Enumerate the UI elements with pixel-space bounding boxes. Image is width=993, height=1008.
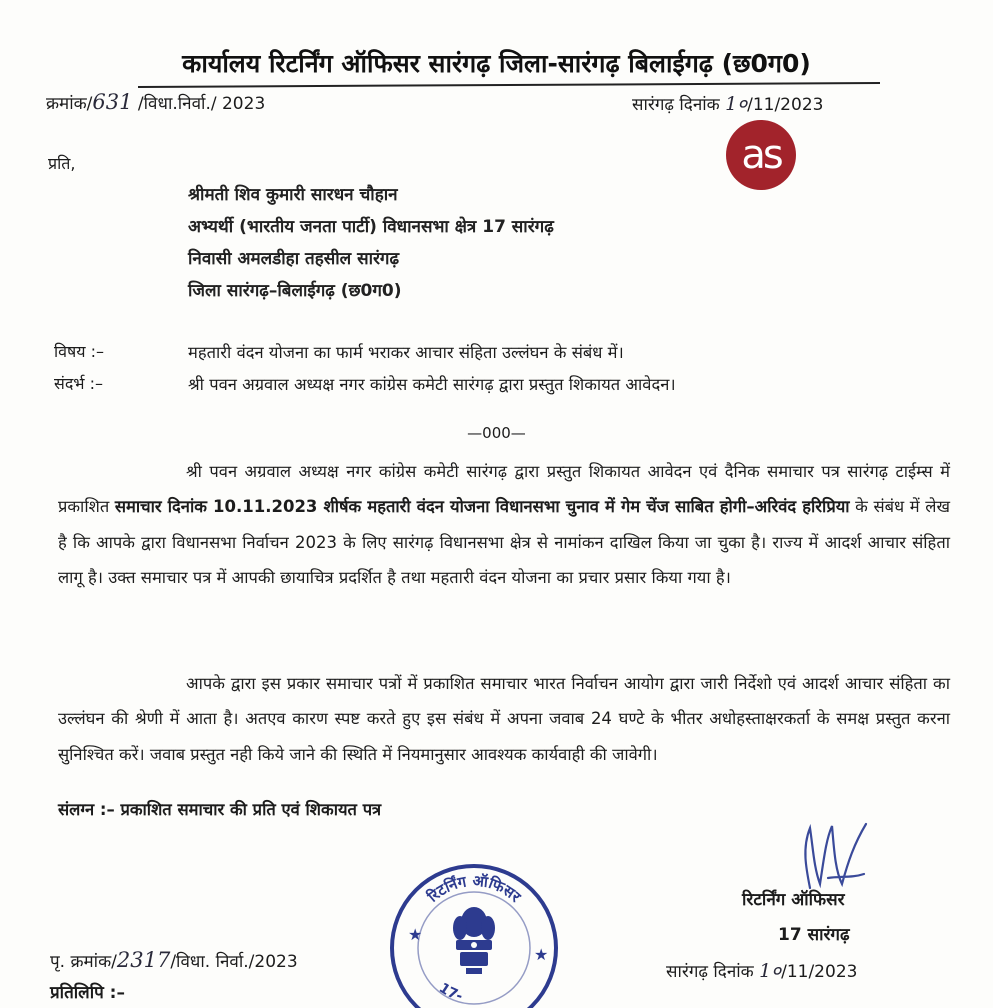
reference-label: संदर्भ :– <box>54 374 104 393</box>
address-line-2: अभ्यर्थी (भारतीय जनता पार्टी) विधानसभा क्षेत्र 17 सारंगढ़ <box>188 217 554 237</box>
footer-ref-number-handwritten: 2317 <box>116 948 171 972</box>
footer-ref-prefix: पृ. क्रमांक/ <box>50 952 117 972</box>
body-paragraph-1 <box>58 454 950 596</box>
subject-text: महतारी वंदन योजना का फार्म भराकर आचार संहिता उल्लंघन के संबंध में। <box>188 343 624 362</box>
ref-suffix: /विधा.निर्वा./ 2023 <box>137 94 266 114</box>
title-underline <box>138 82 880 88</box>
signatory-date-prefix: सारंगढ़ दिनांक <box>666 962 754 982</box>
reference-number <box>46 90 265 114</box>
seal-text: रिटर्निंग ऑफिसर <box>424 871 525 906</box>
footer-ref-suffix: /विधा. निर्वा./2023 <box>170 952 298 972</box>
p2-text: आपके द्वारा इस प्रकार समाचार पत्रों में प्रकाशित समाचार भारत निर्वाचन आयोग द्वारा जारी निर्देशो एवं आदर्श आचार संहिता का उल्लंघन की श्रेणी में आता है। अतएव कारण स्पष्ट करते हुए इस संबंध में अपना जवाब 24 घण्टे के भीतर अधोहस्ताक्षरकर्ता के समक्ष प्रस्तुत करना सुनिश्चित करें। जवाब प्रस्तुत नही किये जाने की स्थिति में नियमानुसार आवश्यक कार्यवाही की जावेगी। <box>58 674 950 764</box>
signatory-date-day-handwritten: 1० <box>759 960 782 982</box>
page-title: कार्यालय रिटर्निंग ऑफिसर सारंगढ़ जिला-सारंगढ़ बिलाईगढ़ (छ0ग0) <box>182 49 811 78</box>
signatory-title: रिटर्निंग ऑफिसर <box>742 890 845 910</box>
emblem-icon <box>453 907 495 974</box>
date-day-handwritten: 1० <box>725 93 748 115</box>
signature-icon <box>780 818 890 898</box>
signatory-date-suffix: /11/2023 <box>781 962 858 982</box>
ref-number-handwritten: 631 <box>92 90 133 114</box>
svg-text:रिटर्निंग ऑफिसर <box>423 872 525 907</box>
date-prefix: सारंगढ़ दिनांक <box>632 95 720 115</box>
seal-star-right: ★ <box>534 945 549 964</box>
official-seal-icon <box>386 852 562 1008</box>
subject-label: विषय :– <box>54 342 105 361</box>
address-line-3: निवासी अमलडीहा तहसील सारंगढ़ <box>188 249 400 269</box>
enclosure-line: संलग्न :– प्रकाशित समाचार की प्रति एवं शिकायत पत्र <box>58 800 382 819</box>
p1-bold-headline: समाचार दिनांक 10.11.2023 शीर्षक महतारी वंदन योजना विधानसभा चुनाव में गेम चेंज साबित होगी–अरिवंद हरिप्रिया <box>114 497 850 517</box>
address-line-1: श्रीमती शिव कुमारी सारधन चौहान <box>188 185 398 205</box>
copy-label: प्रतिलिपि :– <box>50 983 125 1003</box>
letter-date <box>632 90 823 116</box>
signatory-constituency: 17 सारंगढ़ <box>778 925 850 945</box>
ref-prefix: क्रमांक/ <box>46 94 93 114</box>
seal-star-left: ★ <box>408 925 423 944</box>
signatory-date <box>666 957 857 983</box>
date-suffix: /11/2023 <box>747 95 824 115</box>
p1-text-a: श्री पवन अग्रवाल अध्यक्ष नगर कांग्रेस कमेटी सारंगढ़ द्वारा प्रस्तुत शिकायत आवेदन एवं दैनिक समाचार पत्र सारंगढ़ टाईम्स में प्रकाशित <box>58 462 950 517</box>
footer-reference <box>50 948 298 972</box>
p1-text-b: के संबंध में लेख है कि आपके द्वारा विधानसभा निर्वाचन 2023 के लिए सारंगढ़ विधानसभा क्षेत्र से नामांकन दाखिल किया जा चुका है। राज्य में आदर्श आचार संहिता लागू है। उक्त समाचार पत्र में आपकी छायाचित्र प्रदर्शित है तथा महतारी वंदन योजना का प्रचार प्रसार किया गया है। <box>58 497 950 588</box>
separator: —000— <box>467 424 526 442</box>
svg-text:17- <box>436 980 464 1005</box>
to-label: प्रति, <box>48 154 76 173</box>
reference-text: श्री पवन अग्रवाल अध्यक्ष नगर कांग्रेस कमेटी सारंगढ़ द्वारा प्रस्तुत शिकायत आवेदन। <box>188 375 676 394</box>
seal-bottom-text: 17- <box>435 980 465 1005</box>
as-logo: as <box>726 120 796 190</box>
body-paragraph-2 <box>58 666 950 772</box>
address-line-4: जिला सारंगढ़–बिलाईगढ़ (छ0ग0) <box>188 281 402 301</box>
